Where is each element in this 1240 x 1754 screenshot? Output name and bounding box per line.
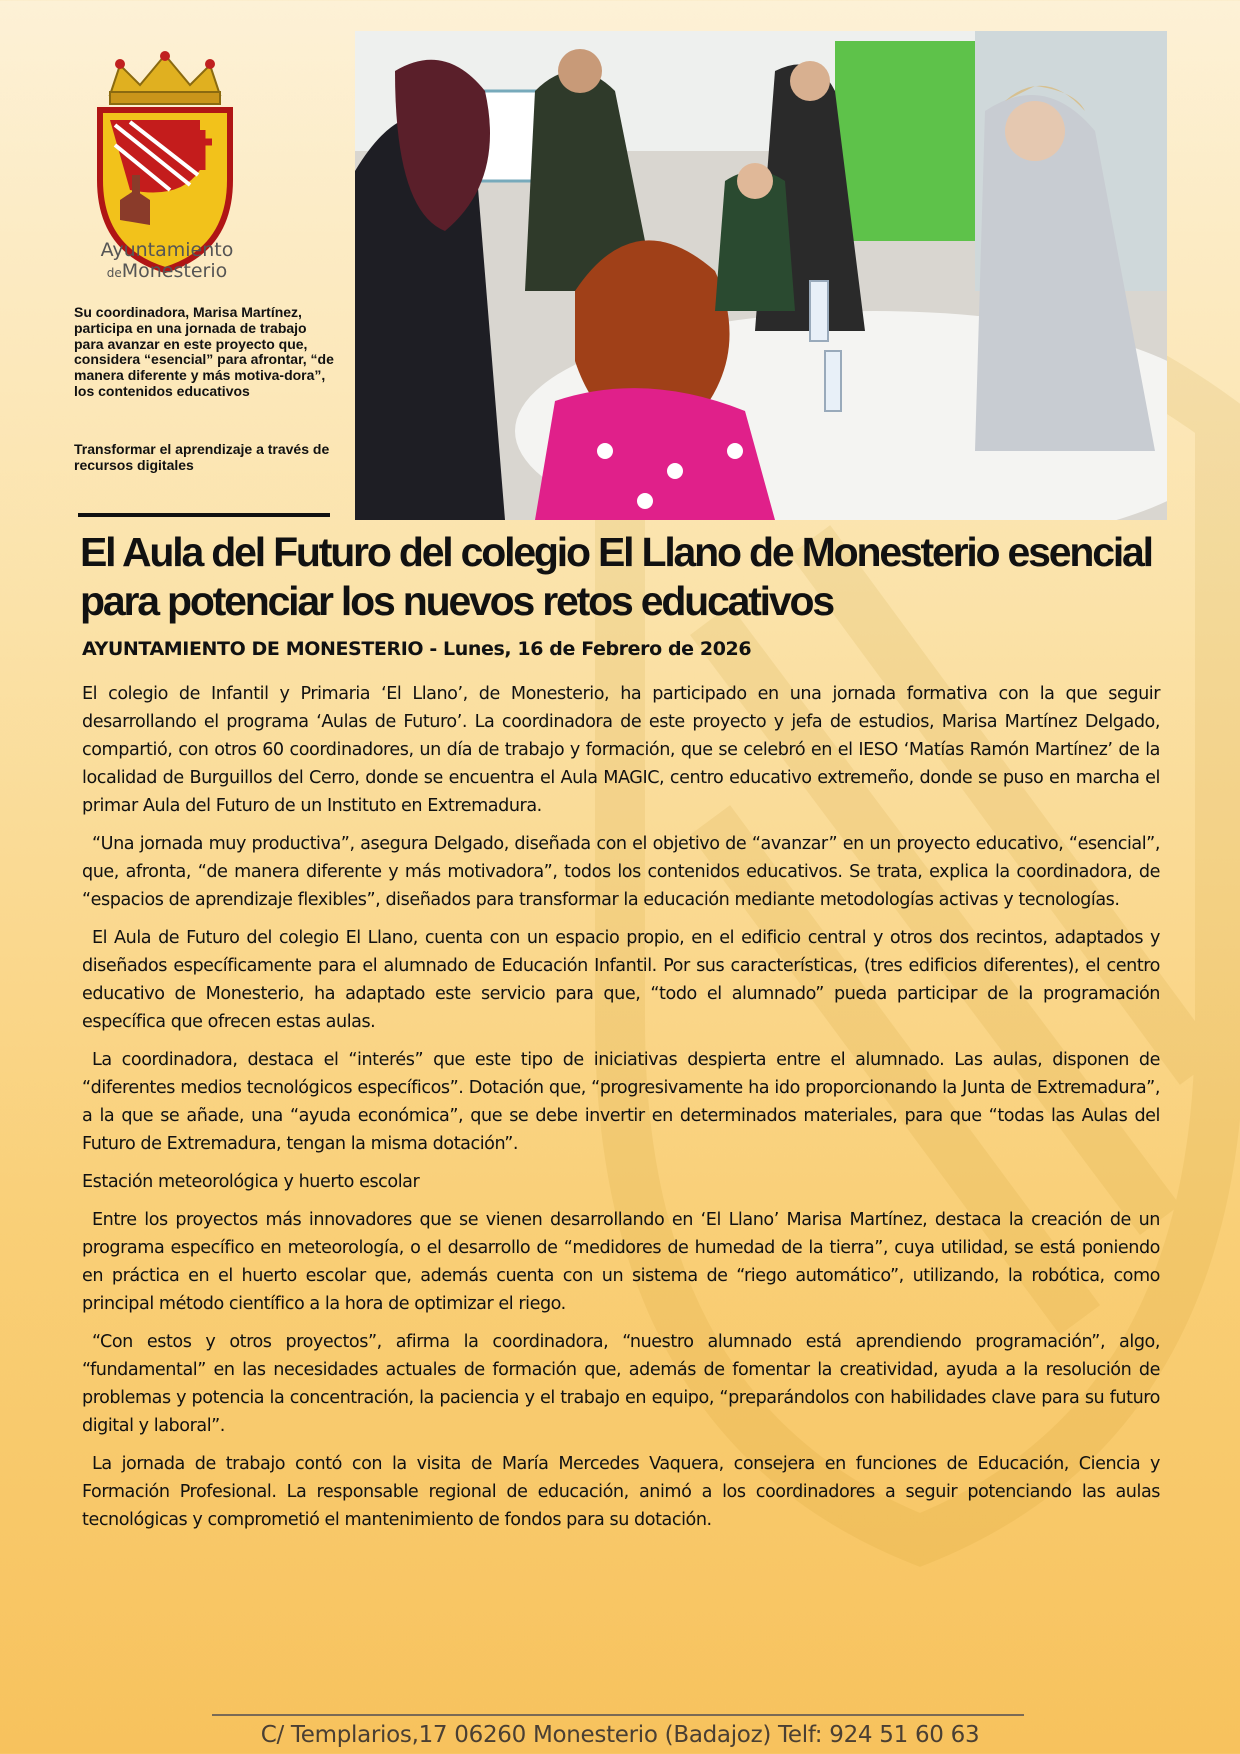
paragraph-1: El colegio de Infantil y Primaria ‘El Llano’, de Monesterio, ha participado en una jornada formativa con la que seguir desarrollando el programa ‘Aulas de Futuro’. La coordinadora de este proyecto y jefa de estudios, Marisa Martínez Delgado, compartió, con otros 60 coordinadores, un día de trabajo y formación, que se celebró en el IESO ‘Matías Ramón Martínez’ de la localidad de Burguillos del Cerro, donde se encuentra el Aula MAGIC, centro educativo extremeño, donde se puso en marcha el primar Aula del Futuro de un Instituto en Extremadura. (82, 684, 1160, 816)
article-body (82, 680, 1160, 1544)
section-subheading: Estación meteorológica y huerto escolar (82, 1172, 420, 1192)
logo-line2-prefix: de (106, 266, 122, 280)
paragraph-3: El Aula de Futuro del colegio El Llano, cuenta con un espacio propio, en el edificio central y otros dos recintos, adaptados y diseñados específicamente para el alumnado de Educación Infantil. Por sus características, (tres edificios diferentes), el centro educativo de Monesterio, ha adaptado este servicio para que, “todo el alumnado” pueda participar de la programación específica que ofrecen estas aulas. (82, 928, 1160, 1032)
article-headline: El Aula del Futuro del colegio El Llano de Monesterio esencial para potenciar los nuevos retos educativos (80, 529, 1152, 624)
logo-line2-name: Monesterio (121, 260, 228, 282)
logo-line2 (82, 261, 252, 284)
paragraph-7: La jornada de trabajo contó con la visita de María Mercedes Vaquera, consejera en funciones de Educación, Ciencia y Formación Profesional. La responsable regional de educación, animó a los coordinadores a seguir potenciando las aulas tecnológicas y comprometió el mantenimiento de fondos para su dotación. (82, 1454, 1160, 1530)
paragraph-6: “Con estos y otros proyectos”, afirma la coordinadora, “nuestro alumnado está aprendiendo programación”, algo, “fundamental” en las necesidades actuales de formación que, además de fomentar la creatividad, ayuda a la resolución de problemas y potencia la concentración, la paciencia y el trabajo en equipo, “preparándolos con habilidades clave para su futuro digital y laboral”. (82, 1332, 1160, 1436)
subtitle-caption: Transformar el aprendizaje a través de recursos digitales (74, 441, 330, 473)
caption-divider (78, 513, 330, 517)
logo-line1: Ayuntamiento (100, 239, 234, 261)
paragraph-5: Entre los proyectos más innovadores que se vienen desarrollando en ‘El Llano’ Marisa Martínez, destaca la creación de un programa específico en meteorología, o el desarrollo de “medidores de humedad de la tierra”, cuya utilidad, se está poniendo en práctica en el huerto escolar que, además cuenta con un sistema de “riego automático”, utilizando, la robótica, como principal método científico a la hora de optimizar el riego. (82, 1210, 1160, 1314)
article-photo (355, 31, 1167, 520)
intro-caption: Su coordinadora, Marisa Martínez, participa en una jornada de trabajo para avanzar en este proyecto que, considera “esencial” para afrontar, “de manera diferente y más motiva-dora”, los contenidos educativos (74, 304, 334, 399)
footer-address: C/ Templarios,17 06260 Monesterio (Badajoz) Telf: 924 51 60 63 (260, 1722, 980, 1748)
paragraph-2: “Una jornada muy productiva”, asegura Delgado, diseñada con el objetivo de “avanzar” en un proyecto educativo, “esencial”, que, afronta, “de manera diferente y más motivadora”, todos los contenidos educativos. Se trata, explica la coordinadora, de “espacios de aprendizaje flexibles”, diseñados para transformar la educación mediante metodologías activas y tecnologías. (82, 834, 1160, 910)
article-byline: AYUNTAMIENTO DE MONESTERIO - Lunes, 16 de Febrero de 2026 (82, 638, 752, 660)
footer-divider (212, 1714, 1024, 1716)
paragraph-4: La coordinadora, destaca el “interés” que este tipo de iniciativas despierta entre el alumnado. Las aulas, disponen de “diferentes medios tecnológicos específicos”. Dotación que, “progresivamente ha ido proporcionando la Junta de Extremadura”, a la que se añade, una “ayuda económica”, que se debe invertir en determinados materiales, para que “todas las Aulas del Futuro de Extremadura, tengan la misma dotación”. (82, 1050, 1160, 1154)
logo-wordmark (82, 240, 252, 284)
